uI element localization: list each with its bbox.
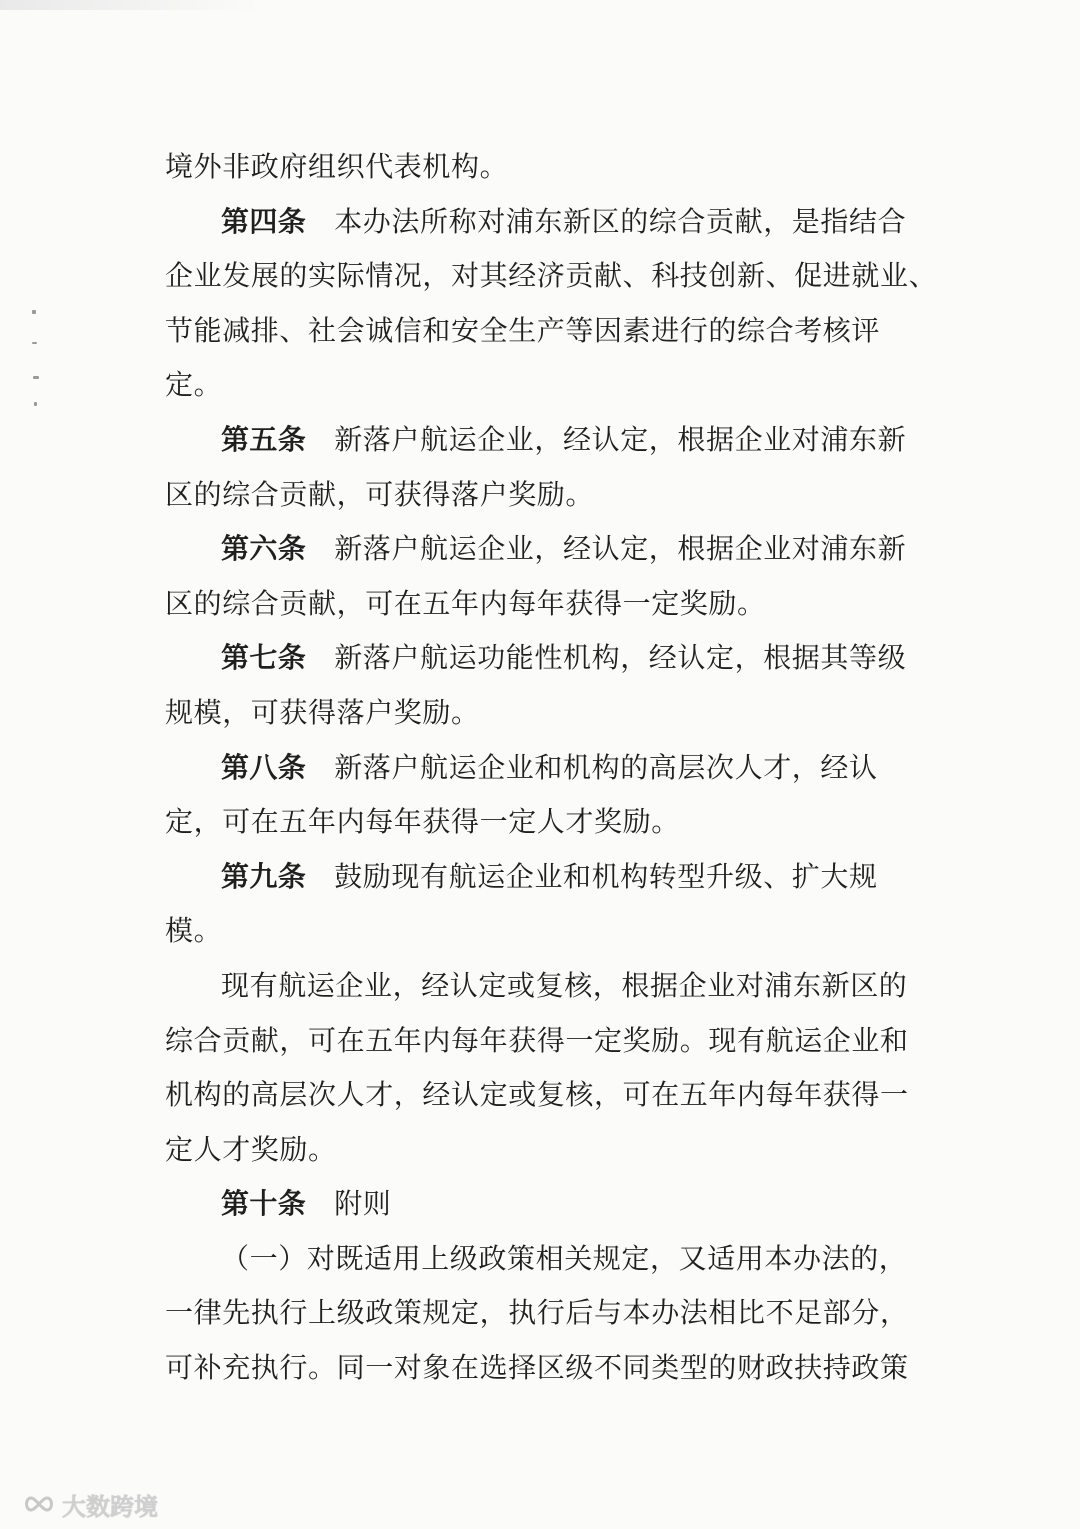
text-line [165, 959, 925, 1014]
text-line [165, 1123, 925, 1178]
binding-mark [32, 310, 36, 314]
line-text: 区的综合贡献，可获得落户奖励。 [165, 477, 595, 511]
text-line [165, 795, 925, 850]
article-heading: 第六条 [221, 532, 307, 566]
binding-mark [32, 342, 37, 344]
article-heading: 第九条 [221, 859, 307, 893]
line-text: 新落户航运企业，经认定，根据企业对浦东新 [334, 422, 907, 456]
text-line [165, 1341, 925, 1396]
scan-edge-shadow [0, 0, 260, 10]
line-text: 综合贡献，可在五年内每年获得一定奖励。现有航运企业和 [165, 1023, 909, 1057]
text-line [165, 195, 925, 250]
document-body [165, 140, 938, 1396]
line-text: 鼓励现有航运企业和机构转型升级、扩大规 [334, 859, 878, 893]
line-text: 可补充执行。同一对象在选择区级不同类型的财政扶持政策 [165, 1351, 909, 1385]
article-heading: 第八条 [221, 750, 307, 784]
line-text: 境外非政府组织代表机构。 [165, 150, 509, 183]
line-text: 机构的高层次人才，经认定或复核，可在五年内每年获得一 [165, 1078, 909, 1112]
text-line [165, 304, 925, 359]
text-line [165, 413, 925, 468]
text-line [165, 468, 925, 523]
line-text: （一）对既适用上级政策相关规定，又适用本办法的， [221, 1241, 908, 1275]
infinity-logo-icon [22, 1494, 56, 1514]
text-line [165, 741, 925, 796]
text-line [165, 904, 925, 959]
text-line [165, 1177, 925, 1232]
text-line [165, 1232, 925, 1287]
text-line [165, 1068, 925, 1123]
line-text: 一律先执行上级政策规定，执行后与本办法相比不足部分， [165, 1296, 909, 1330]
line-text: 新落户航运企业和机构的高层次人才，经认 [334, 750, 878, 784]
text-line [165, 686, 925, 741]
text-line [165, 522, 925, 577]
watermark-text: 大数跨境 [62, 1492, 158, 1521]
article-heading: 第四条 [221, 204, 307, 238]
line-text: 节能减排、社会诚信和安全生产等因素进行的综合考核评 [165, 313, 881, 347]
binding-mark [34, 402, 37, 406]
text-line [165, 1014, 925, 1069]
text-line [165, 631, 925, 686]
line-text: 定，可在五年内每年获得一定人才奖励。 [165, 805, 680, 839]
line-text: 新落户航运企业，经认定，根据企业对浦东新 [334, 532, 907, 566]
text-line [165, 358, 925, 413]
binding-mark [33, 376, 39, 379]
line-text: 规模，可获得落户奖励。 [165, 695, 480, 729]
line-text: 定。 [165, 368, 223, 402]
text-line [165, 850, 925, 905]
line-text: 模。 [165, 914, 223, 948]
article-heading: 第五条 [221, 422, 307, 456]
article-heading: 第十条 [221, 1187, 307, 1221]
line-text: 定人才奖励。 [165, 1132, 337, 1166]
article-heading: 第七条 [221, 641, 307, 675]
watermark [22, 1488, 158, 1520]
text-line [165, 249, 938, 304]
text-line [165, 577, 925, 632]
line-text: 区的综合贡献，可在五年内每年获得一定奖励。 [165, 586, 766, 620]
text-line [165, 140, 925, 195]
line-text: 附则 [334, 1187, 392, 1221]
line-text: 企业发展的实际情况，对其经济贡献、科技创新、促进就业、 [165, 259, 938, 293]
text-line [165, 1286, 925, 1341]
line-text: 现有航运企业，经认定或复核，根据企业对浦东新区的 [221, 968, 908, 1002]
line-text: 新落户航运功能性机构，经认定，根据其等级 [334, 641, 907, 675]
line-text: 本办法所称对浦东新区的综合贡献，是指结合 [334, 204, 907, 238]
